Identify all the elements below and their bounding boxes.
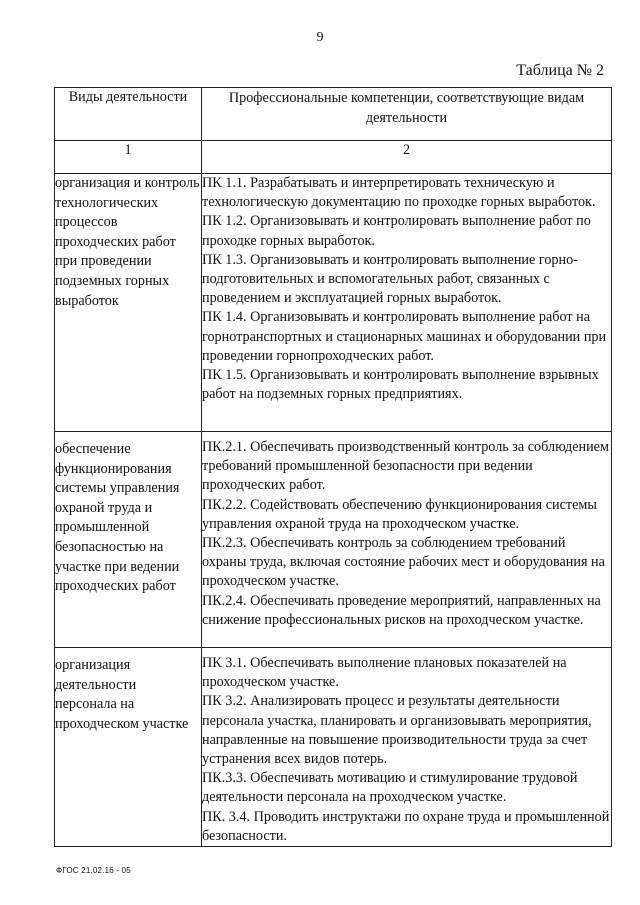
activity-cell: организация деятельности персонала на проходческом участке <box>55 648 202 847</box>
table-row <box>55 432 612 648</box>
activity-cell: обеспечение функционирования системы управления охраной труда и промышленной безопасностью на участке при ведении проходческих работ <box>55 432 202 648</box>
header-activity: Виды деятельности <box>55 88 202 141</box>
competency-item: ПК.3.3. Обеспечивать мотивацию и стимулирование трудовой деятельности персонала на проходческом участке. <box>202 770 578 806</box>
competency-item: ПК.2.1. Обеспечивать производственный контроль за соблюдением требований промышленной безопасности при ведении проходческих работ. <box>202 439 609 494</box>
competencies-cell <box>202 432 612 648</box>
table-label: Таблица № 2 <box>516 62 604 79</box>
header-row <box>55 88 612 141</box>
competencies-cell <box>202 648 612 847</box>
competency-item: ПК 1.3. Организовывать и контролировать выполнение горно-подготовительных и вспомогательных работ, связанных с проведением и эксплуатацией горных выработок. <box>202 251 578 307</box>
competency-item: ПК 3.2. Анализировать процесс и результаты деятельности персонала участка, планировать и организовывать мероприятия, направленные на повышение производительности труда за счет устранения всех видов потерь. <box>202 693 592 768</box>
column-number-1: 1 <box>55 141 202 174</box>
footer-code: ФГОС 21.02.16 - 05 <box>56 866 131 875</box>
competencies-cell <box>202 174 612 432</box>
competency-item: ПК.2.4. Обеспечивать проведение мероприятий, направленных на снижение профессиональных рисков на проходческом участке. <box>202 592 601 628</box>
competency-item: ПК 1.2. Организовывать и контролировать выполнение работ по проходке горных выработок. <box>202 213 591 249</box>
table-row <box>55 174 612 432</box>
table-row <box>55 648 612 847</box>
competency-item: ПК 3.1. Обеспечивать выполнение плановых показателей на проходческом участке. <box>202 655 567 691</box>
competency-item: ПК 1.4. Организовывать и контролировать выполнение работ на горнотранспортных и стационарных машинах и оборудовании при проведении горнопроходческих работ. <box>202 309 607 364</box>
competencies-table <box>54 87 612 847</box>
competency-item: ПК.2.2. Содействовать обеспечению функционирования системы управления охраной труда на проходческом участке. <box>202 496 597 532</box>
page-number: 9 <box>316 30 324 45</box>
competency-item: ПК 1.5. Организовывать и контролировать выполнение взрывных работ на подземных горных предприятиях. <box>202 367 599 403</box>
column-number-row <box>55 141 612 174</box>
competency-item: ПК.2.3. Обеспечивать контроль за соблюдением требований охраны труда, включая состояние рабочих мест и оборудования на проходческом участке. <box>202 535 605 590</box>
activity-cell: организация и контроль технологических процессов проходческих работ при проведении подземных горных выработок <box>55 174 202 432</box>
competency-item: ПК 1.1. Разрабатывать и интерпретировать техническую и технологическую документацию по проходке горных выработок. <box>202 175 596 211</box>
header-competencies: Профессиональные компетенции, соответствующие видам деятельности <box>202 88 612 141</box>
column-number-2: 2 <box>202 141 612 174</box>
competency-item: ПК. 3.4. Проводить инструктажи по охране труда и промышленной безопасности. <box>202 808 610 844</box>
